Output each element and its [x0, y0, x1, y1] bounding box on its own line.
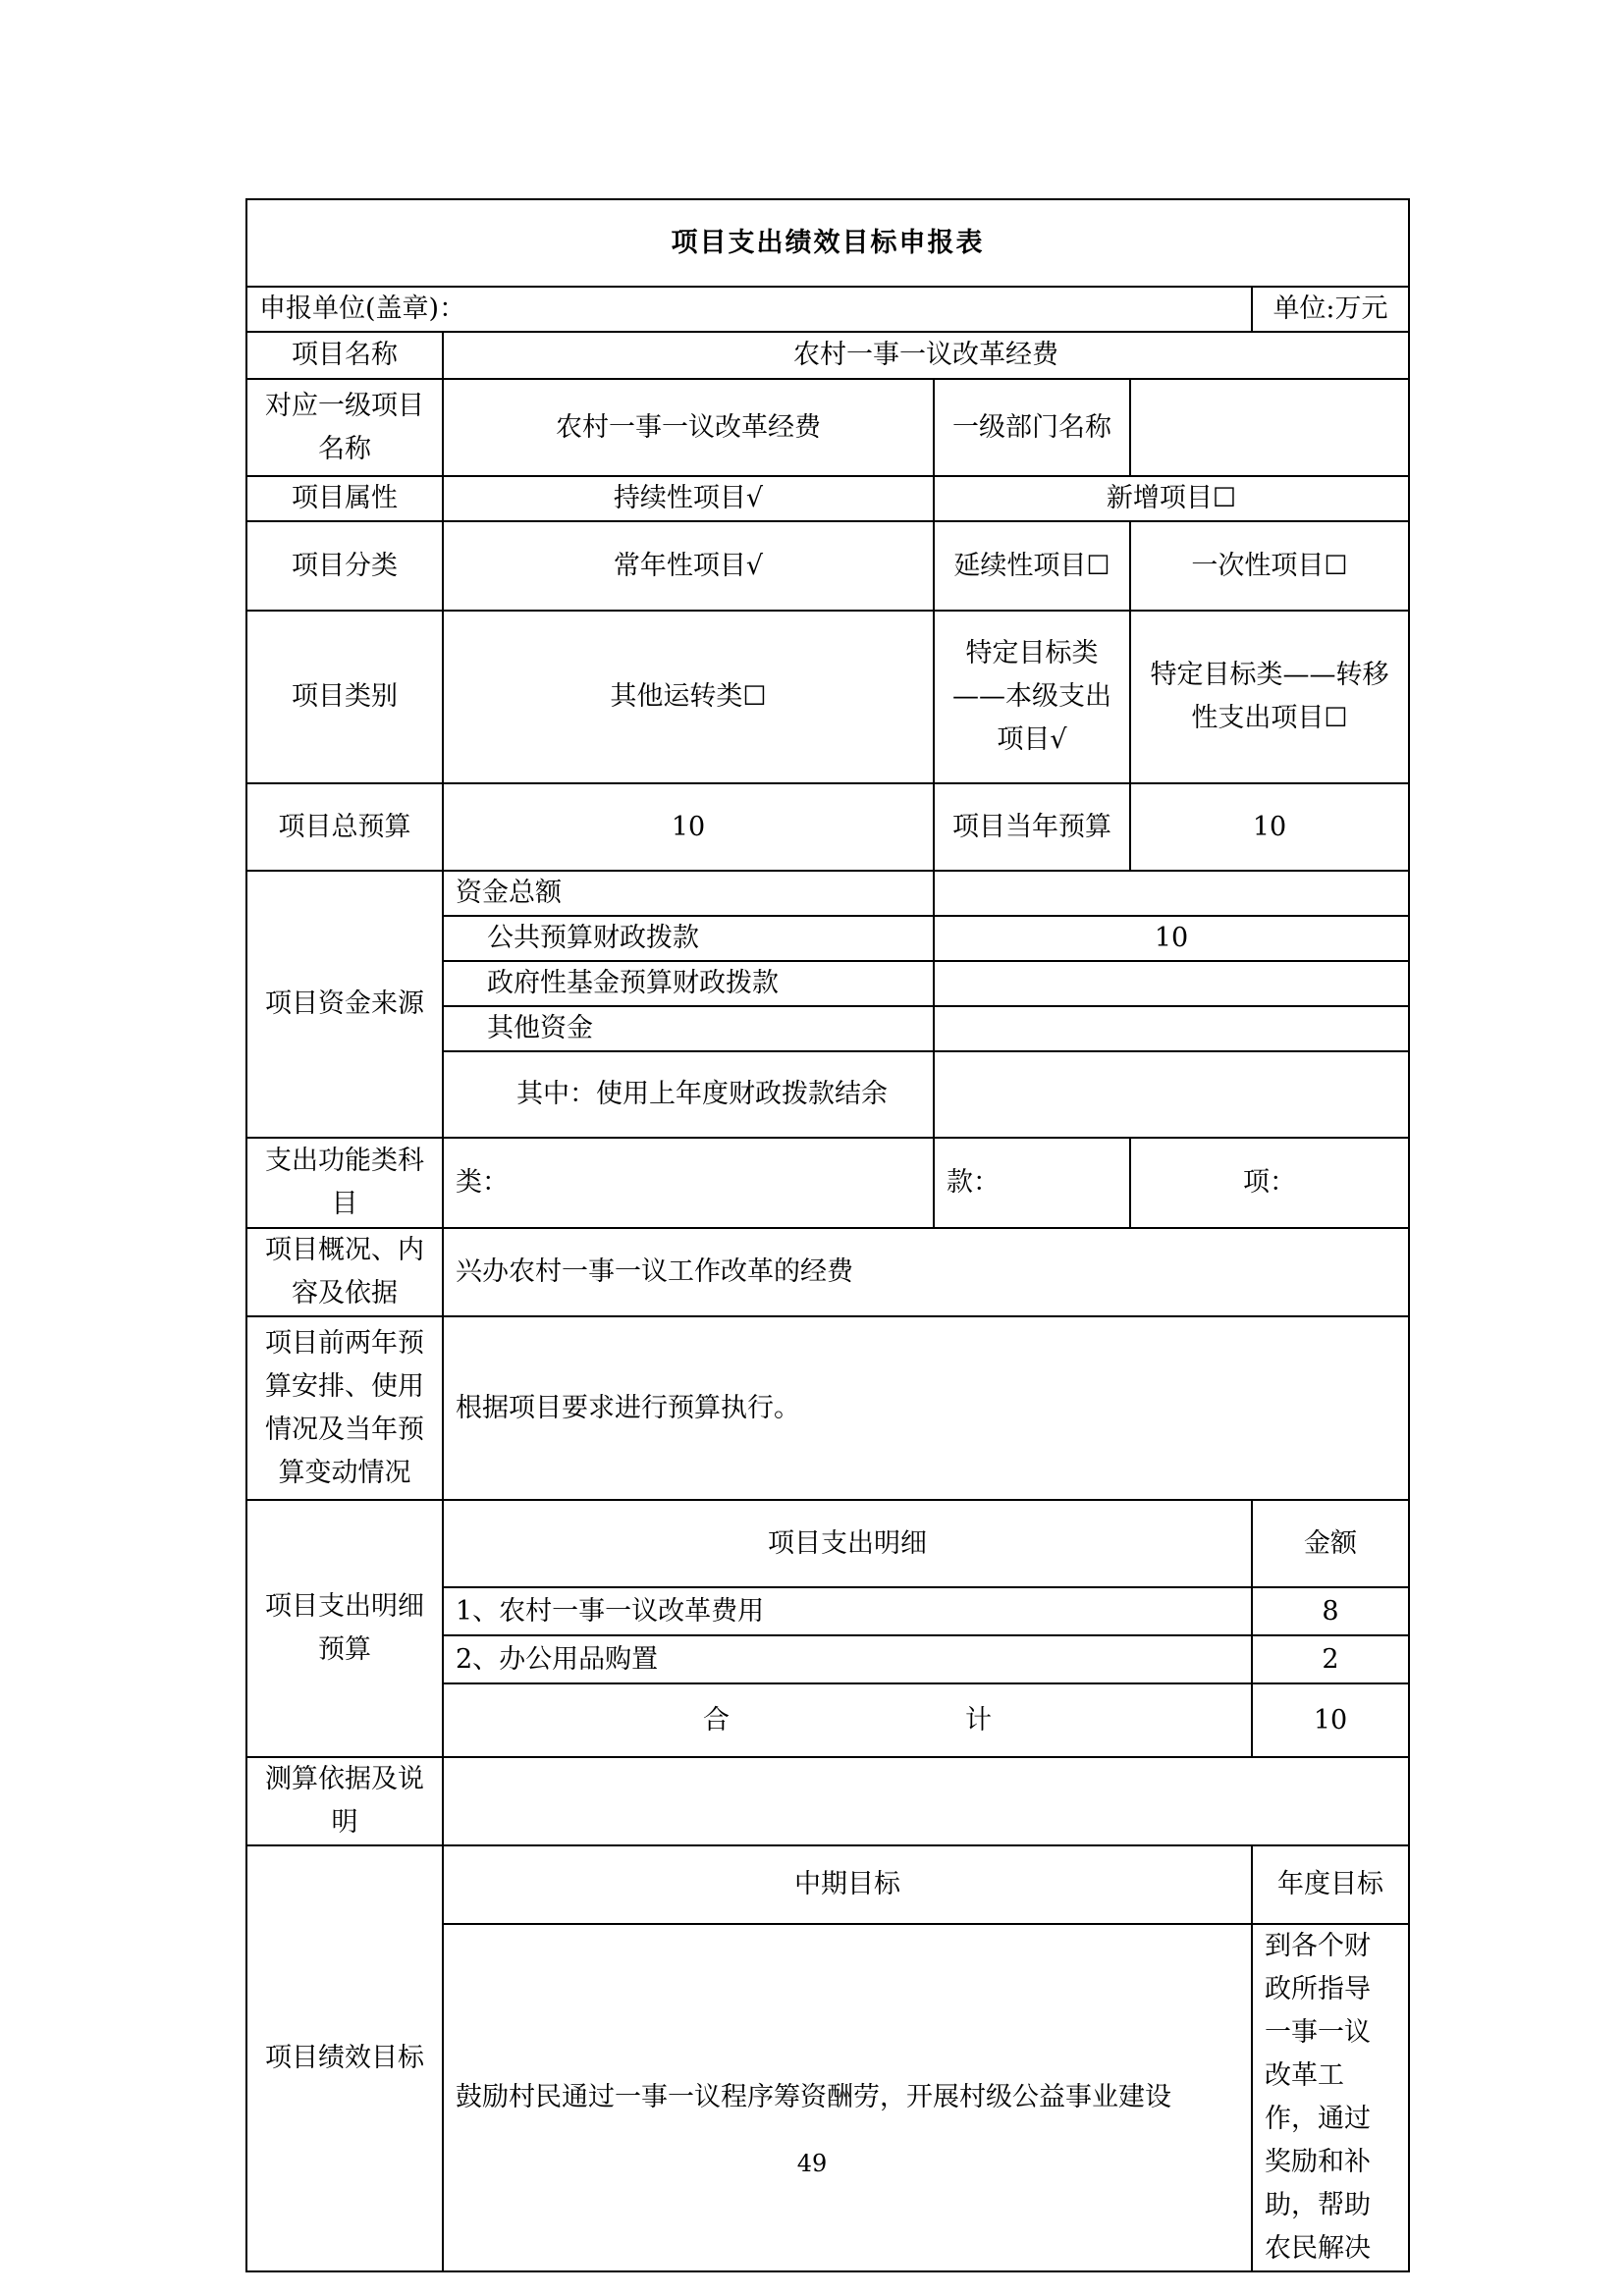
total-label-he: 合 — [703, 1704, 730, 1735]
year-budget-label: 项目当年预算 — [934, 783, 1130, 871]
currency-unit-label: 单位:万元 — [1252, 287, 1409, 332]
mid-term-header: 中期目标 — [443, 1845, 1252, 1924]
detail-item-amount: 2 — [1252, 1635, 1409, 1683]
detail-total-amount: 10 — [1252, 1683, 1409, 1757]
category-label: 项目类别 — [246, 611, 443, 783]
category-specific-local: 特定目标类——本级支出项目√ — [934, 611, 1130, 783]
overview-label: 项目概况、内容及依据 — [246, 1228, 443, 1316]
prior-years-label: 项目前两年预算安排、使用情况及当年预算变动情况 — [246, 1316, 443, 1500]
basis-value — [443, 1757, 1409, 1845]
funding-row-name: 公共预算财政拨款 — [443, 916, 934, 961]
total-label-ji: 计 — [965, 1704, 992, 1735]
first-level-value: 农村一事一议改革经费 — [443, 379, 934, 476]
category-other: 其他运转类☐ — [443, 611, 934, 783]
page-number: 49 — [796, 2150, 828, 2177]
dept-name-label: 一级部门名称 — [934, 379, 1130, 476]
overview-value: 兴办农村一事一议工作改革的经费 — [443, 1228, 1409, 1316]
attribute-new: 新增项目☐ — [934, 476, 1409, 521]
classification-label: 项目分类 — [246, 521, 443, 611]
detail-item-name: 2、办公用品购置 — [443, 1635, 1252, 1683]
project-name-value: 农村一事一议改革经费 — [443, 332, 1409, 379]
performance-target-form — [245, 198, 1410, 2272]
detail-item-name: 1、农村一事一议改革费用 — [443, 1587, 1252, 1635]
funding-row-name: 其中：使用上年度财政拨款结余 — [443, 1051, 934, 1138]
form-sheet — [245, 198, 1408, 2272]
classification-onetime: 一次性项目☐ — [1130, 521, 1409, 611]
function-subject-kuan: 款： — [934, 1138, 1130, 1228]
project-name-label: 项目名称 — [246, 332, 443, 379]
total-budget-value: 10 — [443, 783, 934, 871]
detail-item-header: 项目支出明细 — [443, 1500, 1252, 1587]
classification-recurring: 常年性项目√ — [443, 521, 934, 611]
funding-row-value — [934, 961, 1409, 1006]
dept-name-value — [1130, 379, 1409, 476]
prior-years-value: 根据项目要求进行预算执行。 — [443, 1316, 1409, 1500]
category-specific-transfer: 特定目标类——转移性支出项目☐ — [1130, 611, 1409, 783]
attribute-continuing: 持续性项目√ — [443, 476, 934, 521]
page-title: 项目支出绩效目标申报表 — [246, 199, 1409, 287]
function-subject-xiang: 项： — [1130, 1138, 1409, 1228]
annual-value: 到各个财政所指导一事一议改革工作，通过奖励和补助，帮助农民解决 — [1252, 1924, 1409, 2271]
classification-extended: 延续性项目☐ — [934, 521, 1130, 611]
detail-item-amount: 8 — [1252, 1587, 1409, 1635]
reporting-unit-label: 申报单位(盖章)： — [246, 287, 1252, 332]
performance-label: 项目绩效目标 — [246, 1845, 443, 2271]
funding-source-label: 项目资金来源 — [246, 871, 443, 1138]
annual-header: 年度目标 — [1252, 1845, 1409, 1924]
detail-total-label — [443, 1683, 1252, 1757]
funding-row-value: 10 — [934, 916, 1409, 961]
funding-row-name: 资金总额 — [443, 871, 934, 916]
detail-amount-header: 金额 — [1252, 1500, 1409, 1587]
funding-row-name: 政府性基金预算财政拨款 — [443, 961, 934, 1006]
attribute-label: 项目属性 — [246, 476, 443, 521]
funding-row-value — [934, 871, 1409, 916]
funding-row-value — [934, 1051, 1409, 1138]
funding-row-value — [934, 1006, 1409, 1051]
function-subject-label: 支出功能类科目 — [246, 1138, 443, 1228]
funding-row-name: 其他资金 — [443, 1006, 934, 1051]
detail-budget-label: 项目支出明细预算 — [246, 1500, 443, 1757]
function-subject-lei: 类： — [443, 1138, 934, 1228]
basis-label: 测算依据及说明 — [246, 1757, 443, 1845]
total-budget-label: 项目总预算 — [246, 783, 443, 871]
year-budget-value: 10 — [1130, 783, 1409, 871]
first-level-label: 对应一级项目名称 — [246, 379, 443, 476]
mid-term-value: 鼓励村民通过一事一议程序筹资酬劳，开展村级公益事业建设 — [443, 1924, 1252, 2271]
